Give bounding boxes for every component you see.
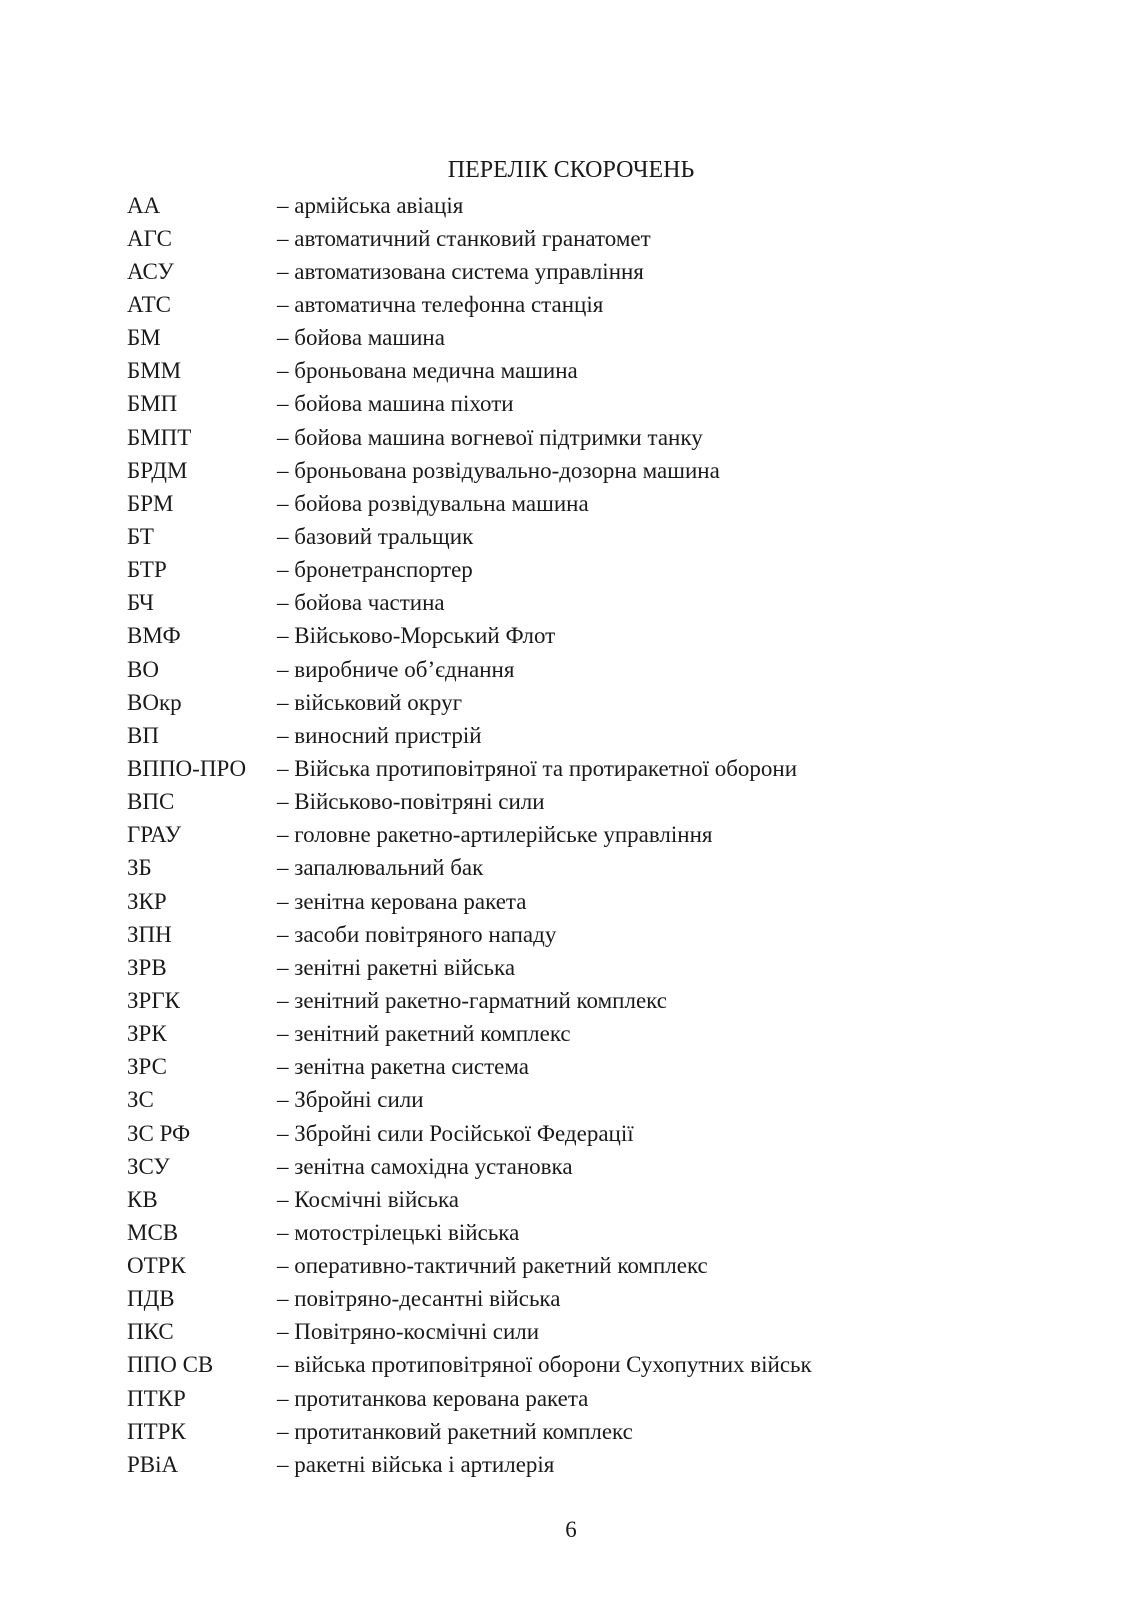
abbreviation-definition: – бойова розвідувальна машина bbox=[277, 490, 589, 516]
list-item bbox=[127, 786, 812, 819]
abbreviation-term: ЗРВ bbox=[127, 954, 167, 980]
abbreviation-term: ЗС РФ bbox=[127, 1120, 191, 1146]
list-item bbox=[127, 587, 812, 620]
list-item bbox=[127, 852, 812, 885]
abbreviation-definition: – автоматична телефонна станція bbox=[277, 291, 604, 317]
abbreviation-term: АГС bbox=[127, 225, 172, 251]
abbreviation-term: БТ bbox=[127, 523, 154, 549]
abbreviation-term: БРДМ bbox=[127, 457, 188, 483]
abbreviation-term: ЗПН bbox=[127, 921, 172, 947]
abbreviation-term: ППО СВ bbox=[127, 1352, 214, 1378]
abbreviation-term: ЗРС bbox=[127, 1054, 167, 1080]
abbreviation-definition: – зенітні ракетні війська bbox=[277, 954, 516, 980]
abbreviation-definition: – бойова машина вогневої підтримки танку bbox=[277, 424, 703, 450]
abbreviation-term: АА bbox=[127, 192, 161, 218]
list-item bbox=[127, 1382, 812, 1415]
list-item bbox=[127, 189, 812, 222]
list-item bbox=[127, 520, 812, 553]
abbreviation-term: ЗС bbox=[127, 1087, 154, 1113]
abbreviation-definition: – Космічні війська bbox=[277, 1186, 459, 1212]
abbreviation-term: ЗРГК bbox=[127, 987, 180, 1013]
list-item bbox=[127, 288, 812, 321]
abbreviation-definition: – автоматизована система управління bbox=[277, 258, 644, 284]
abbreviation-definition: – бойова машина піхоти bbox=[277, 391, 514, 417]
abbreviation-definition: – зенітний ракетний комплекс bbox=[277, 1021, 571, 1047]
abbreviation-definition: – бойова машина bbox=[277, 325, 445, 351]
list-item bbox=[127, 1183, 812, 1216]
abbreviation-term: ЗКР bbox=[127, 888, 167, 914]
abbreviation-definition: – Збройні сили Російської Федерації bbox=[277, 1120, 634, 1146]
list-item bbox=[127, 620, 812, 653]
abbreviation-definition: – зенітна самохідна установка bbox=[277, 1153, 573, 1179]
abbreviation-definition: – головне ракетно-артилерійське управління bbox=[277, 822, 713, 848]
abbreviation-definition: – військовий округ bbox=[277, 689, 463, 715]
abbreviation-term: ВП bbox=[127, 722, 159, 748]
abbreviation-term: АСУ bbox=[127, 258, 174, 284]
abbreviation-definition: – повітряно-десантні війська bbox=[277, 1286, 561, 1312]
abbreviation-term: ВППО-ПРО bbox=[127, 755, 247, 781]
list-item bbox=[127, 222, 812, 255]
abbreviation-term: БРМ bbox=[127, 490, 174, 516]
list-item bbox=[127, 421, 812, 454]
abbreviation-term: БЧ bbox=[127, 590, 155, 616]
abbreviation-definition: – броньована розвідувально-дозорна машина bbox=[277, 457, 720, 483]
list-item bbox=[127, 885, 812, 918]
list-item bbox=[127, 653, 812, 686]
abbreviation-term: ВОкр bbox=[127, 689, 182, 715]
list-item bbox=[127, 1316, 812, 1349]
list-item bbox=[127, 554, 812, 587]
abbreviation-term: РВіА bbox=[127, 1451, 179, 1477]
list-item bbox=[127, 1150, 812, 1183]
abbreviation-definition: – армійська авіація bbox=[277, 192, 464, 218]
list-item bbox=[127, 686, 812, 719]
abbreviation-definition: – мотострілецькі війська bbox=[277, 1219, 520, 1245]
abbreviation-term: БМПТ bbox=[127, 424, 192, 450]
abbreviation-definition: – запалювальний бак bbox=[277, 855, 484, 881]
abbreviation-definition: – автоматичний станковий гранатомет bbox=[277, 225, 651, 251]
abbreviation-definition: – Військово-повітряні сили bbox=[277, 789, 545, 815]
list-item bbox=[127, 918, 812, 951]
abbreviation-term: МСВ bbox=[127, 1219, 179, 1245]
abbreviation-term: ПКС bbox=[127, 1319, 174, 1345]
list-item bbox=[127, 355, 812, 388]
list-item bbox=[127, 1250, 812, 1283]
list-item bbox=[127, 322, 812, 355]
list-item bbox=[127, 1117, 812, 1150]
page-title: ПЕРЕЛІК СКОРОЧЕНЬ bbox=[447, 157, 695, 183]
abbreviation-term: КВ bbox=[127, 1186, 158, 1212]
abbreviation-definition: – Війська протиповітряної та протиракетної оборони bbox=[277, 755, 798, 781]
abbreviation-term: ПТКР bbox=[127, 1385, 186, 1411]
abbreviation-definition: – засоби повітряного нападу bbox=[277, 921, 557, 947]
abbreviation-definition: – бронетранспортер bbox=[277, 557, 473, 583]
abbreviation-definition: – бойова частина bbox=[277, 590, 445, 616]
list-item bbox=[127, 984, 812, 1017]
abbreviation-term: БМ bbox=[127, 325, 161, 351]
abbreviation-definition: – базовий тральщик bbox=[277, 523, 474, 549]
abbreviation-term: БМП bbox=[127, 391, 178, 417]
abbreviation-definition: – виносний пристрій bbox=[277, 722, 482, 748]
abbreviation-term: АТС bbox=[127, 291, 171, 317]
list-item bbox=[127, 951, 812, 984]
abbreviation-term: ПДВ bbox=[127, 1286, 175, 1312]
abbreviation-definition: – війська протиповітряної оборони Сухопутних військ bbox=[277, 1352, 812, 1378]
abbreviation-definition: – Збройні сили bbox=[277, 1087, 424, 1113]
list-item bbox=[127, 1415, 812, 1448]
list-item bbox=[127, 388, 812, 421]
abbreviation-definition: – протитанковий ракетний комплекс bbox=[277, 1418, 633, 1444]
abbreviation-definition: – виробниче об’єднання bbox=[277, 656, 515, 682]
list-item bbox=[127, 454, 812, 487]
abbreviation-term: ЗБ bbox=[127, 855, 152, 881]
abbreviation-definition: – протитанкова керована ракета bbox=[277, 1385, 589, 1411]
page-number: 6 bbox=[565, 1517, 577, 1542]
abbreviation-definition: – ракетні війська і артилерія bbox=[277, 1451, 555, 1477]
abbreviation-definition: – Військово-Морський Флот bbox=[277, 623, 556, 649]
list-item bbox=[127, 487, 812, 520]
abbreviation-definition: – оперативно-тактичний ракетний комплекс bbox=[277, 1253, 708, 1279]
abbreviation-definition: – зенітний ракетно-гарматний комплекс bbox=[277, 987, 667, 1013]
abbreviation-term: ОТРК bbox=[127, 1253, 186, 1279]
list-item bbox=[127, 1051, 812, 1084]
list-item bbox=[127, 719, 812, 752]
abbreviation-term: ВПС bbox=[127, 789, 175, 815]
abbreviation-term: ГРАУ bbox=[127, 822, 182, 848]
list-item bbox=[127, 1283, 812, 1316]
abbreviation-definition: – зенітна ракетна система bbox=[277, 1054, 529, 1080]
abbreviation-definition: – зенітна керована ракета bbox=[277, 888, 527, 914]
list-item bbox=[127, 1448, 812, 1481]
list-item bbox=[127, 819, 812, 852]
list-item bbox=[127, 1216, 812, 1249]
list-item bbox=[127, 255, 812, 288]
abbreviation-term: ВМФ bbox=[127, 623, 181, 649]
abbreviation-term: ЗСУ bbox=[127, 1153, 170, 1179]
abbreviation-term: БТР bbox=[127, 557, 167, 583]
abbreviation-term: ПТРК bbox=[127, 1418, 186, 1444]
list-item bbox=[127, 1349, 812, 1382]
abbreviation-definition: – броньована медична машина bbox=[277, 358, 578, 384]
abbreviation-list bbox=[127, 189, 812, 1481]
list-item bbox=[127, 1018, 812, 1051]
abbreviation-definition: – Повітряно-космічні сили bbox=[277, 1319, 540, 1345]
list-item bbox=[127, 1084, 812, 1117]
abbreviation-term: ЗРК bbox=[127, 1021, 167, 1047]
list-item bbox=[127, 752, 812, 785]
abbreviation-term: БММ bbox=[127, 358, 182, 384]
abbreviation-term: ВО bbox=[127, 656, 159, 682]
